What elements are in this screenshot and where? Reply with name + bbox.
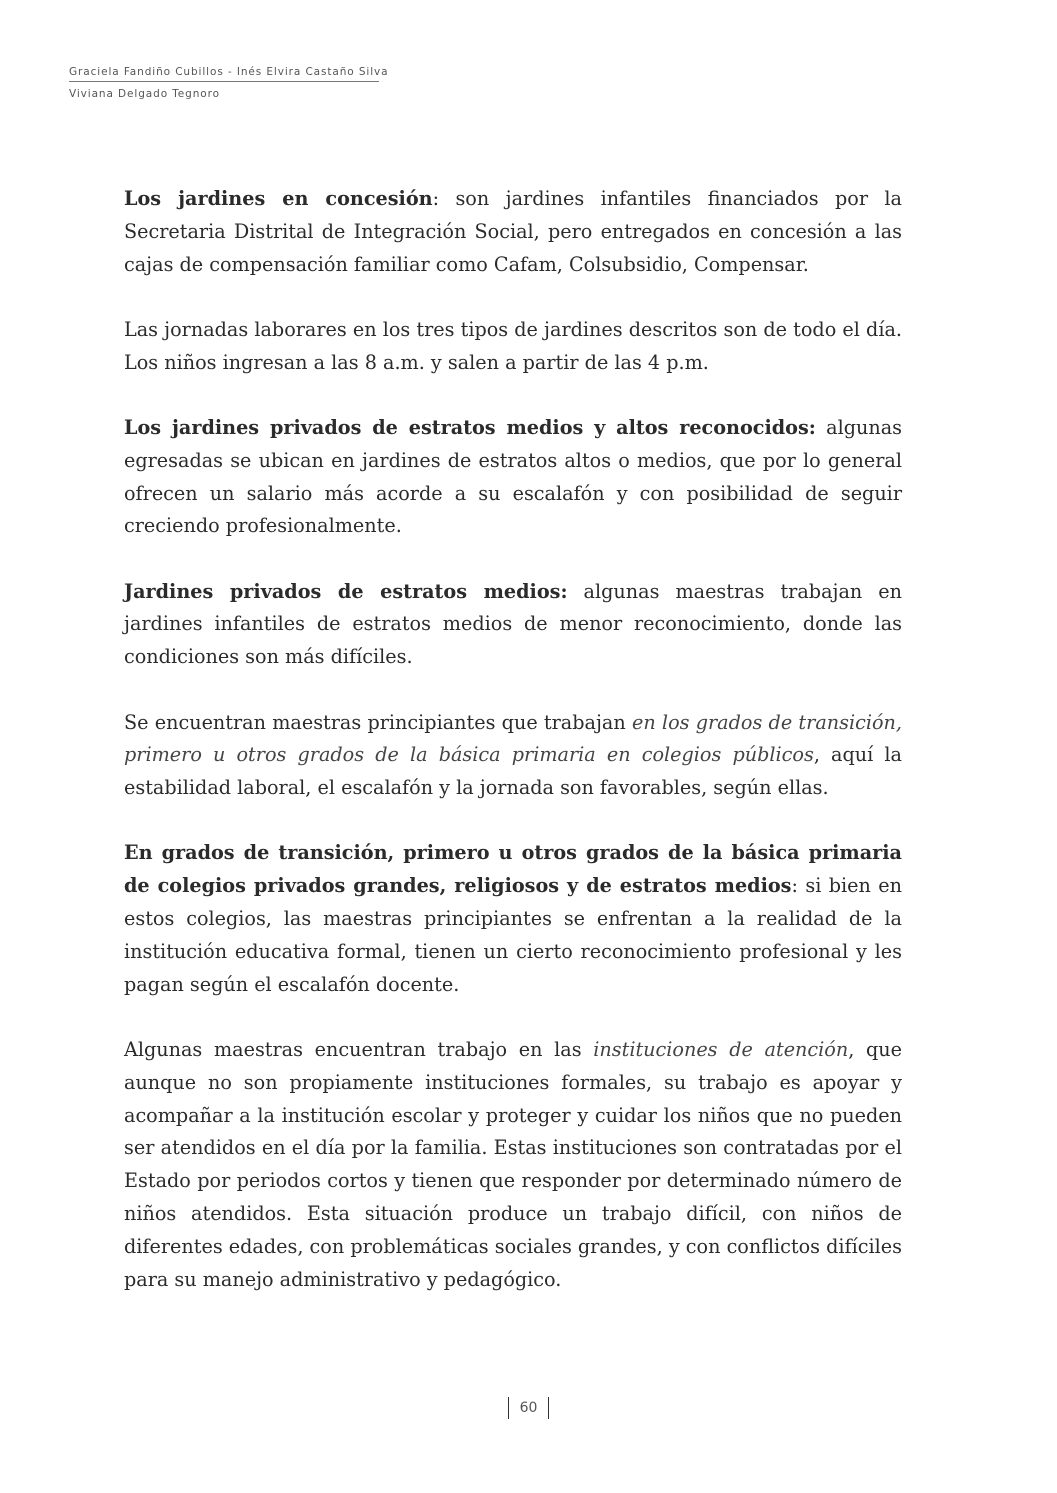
paragraph-text: : si bien en estos colegios, las maestras principiantes se enfrentan a la realidad de la institución educativa formal, tienen un cierto reconocimiento profesional y les pagan según el escalafón docente.	[124, 874, 902, 996]
paragraph-text: algunas egresadas se ubican en jardines de estratos altos o medios, que por lo general ofrecen un salario más acorde a su escalafón y con posibilidad de seguir creciendo profesionalmente.	[124, 415, 902, 538]
running-head-author-2: Viviana Delgado Tegnoro	[69, 88, 220, 100]
paragraph-text: , que aunque no son propiamente instituciones formales, su trabajo es apoyar y acompañar a la institución escolar y proteger y cuidar los niños que no pueden ser atendidos en el día por la familia. Estas instituciones son contratadas por el Estado por periodos cortos y tienen que responder por determinado número de niños atendidos. Esta situación produce un trabajo difícil, con niños de diferentes edades, con problemáticas sociales grandes, y con conflictos difíciles para su manejo administrativo y pedagógico.	[124, 1037, 902, 1291]
paragraph-italic: en los grados de transición, primero u otros grados de la básica primaria en colegios públicos	[124, 710, 902, 767]
paragraph-lead: Jardines privados de estratos medios:	[124, 579, 568, 603]
paragraph-lead: En grados de transición, primero u otros grados de la básica primaria de colegios privados grandes, religiosos y de estratos medios	[124, 841, 902, 898]
paragraph-text: : son jardines infantiles financiados por la Secretaria Distrital de Integración Social, pero entregados en concesión a las cajas de compensación familiar como Cafam, Colsubsidio, Compensar.	[124, 187, 902, 276]
paragraph-colegios-privados	[124, 837, 902, 1001]
paragraph-privados-medios	[124, 576, 902, 674]
paragraph-text: Algunas maestras encuentran trabajo en las	[124, 1037, 594, 1061]
paragraph-lead: Los jardines privados de estratos medios y altos reconocidos:	[124, 415, 816, 439]
paragraph-text: , aquí la estabilidad laboral, el escalafón y la jornada son favorables, según ellas.	[124, 743, 902, 800]
running-head	[69, 66, 389, 100]
paragraph-text: algunas maestras trabajan en jardines infantiles de estratos medios de menor reconocimiento, donde las condiciones son más difíciles.	[124, 579, 902, 669]
paragraph-jornadas	[124, 314, 902, 380]
paragraph-colegios-publicos	[124, 707, 902, 805]
paragraph-concesion	[124, 183, 902, 281]
page-footer	[0, 1397, 1057, 1419]
paragraph-privados-altos	[124, 412, 902, 543]
paragraph-italic: instituciones de atención	[593, 1037, 849, 1061]
paragraph-instituciones-atencion	[124, 1034, 902, 1296]
running-head-authors: Graciela Fandiño Cubillos - Inés Elvira Castaño Silva	[69, 66, 379, 82]
paragraph-lead: Los jardines en concesión	[124, 187, 433, 210]
paragraph-text: Las jornadas laborares en los tres tipos de jardines descritos son de todo el día. Los niños ingresan a las 8 a.m. y salen a partir de las 4 p.m.	[124, 317, 902, 374]
page-number: 60	[519, 1400, 538, 1416]
folio-right-rule	[548, 1397, 549, 1419]
paragraph-text: Se encuentran maestras principiantes que trabajan	[124, 710, 632, 734]
body-text	[124, 183, 902, 1329]
